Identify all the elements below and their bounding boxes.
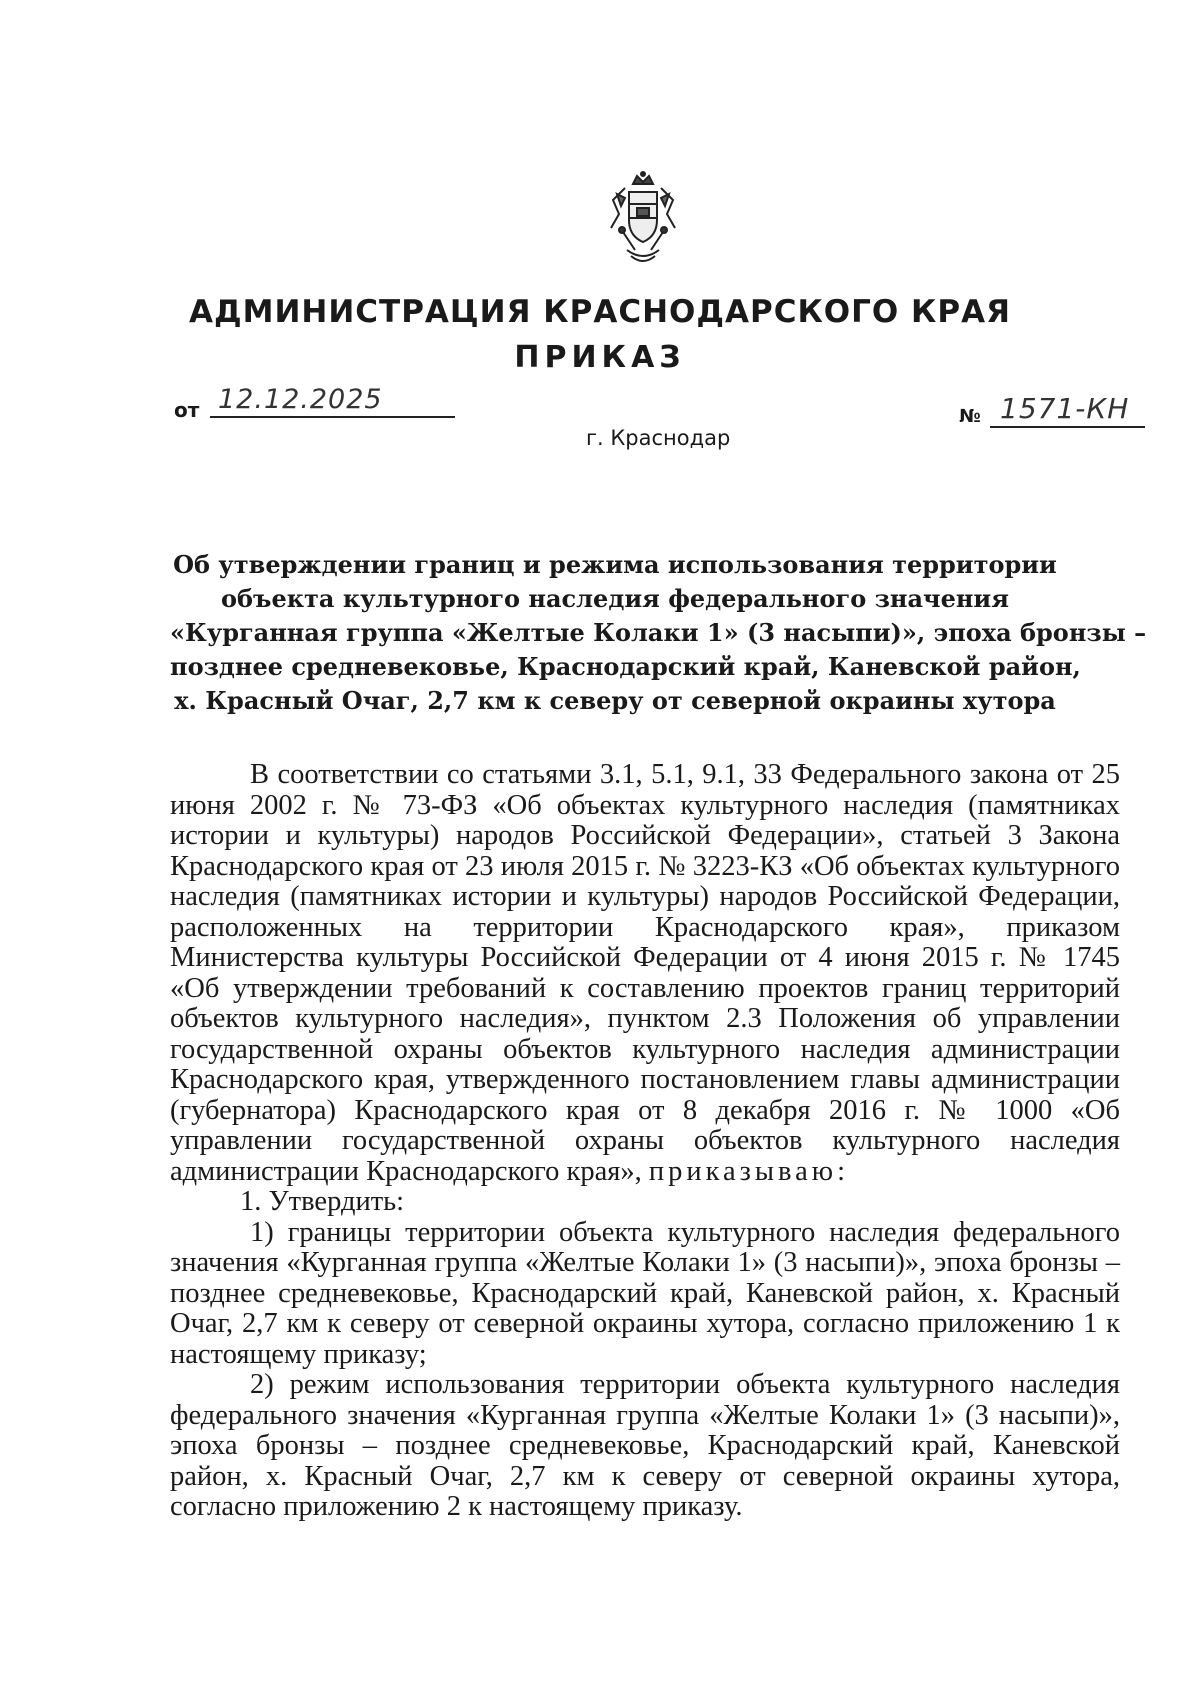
date-value: 12.12.2025 [218, 384, 383, 415]
date-label: от [174, 398, 200, 422]
item-1-2: 2) режим использования территории объекта культурного наследия федерального значения «Курганная группа «Желтые Колаки 1» (3 насыпи)», эпоха бронзы – позднее средневековье, Краснодарский край, Каневской район, х. Красный Очаг, 2,7 км к северу от северной окраины хутора, согласно приложению 2 к настоящему приказу. [170, 1369, 1120, 1522]
item-1: 1. Утвердить: [240, 1186, 405, 1217]
organization-name: АДМИНИСТРАЦИЯ КРАСНОДАРСКОГО КРАЯ [189, 294, 1011, 330]
title-line: х. Красный Очаг, 2,7 км к северу от северной окраины хутора [174, 686, 1056, 715]
item-1-1: 1) границы территории объекта культурного наследия федерального значения «Курганная группа «Желтые Колаки 1» (3 насыпи)», эпоха бронзы – позднее средневековье, Краснодарский край, Каневской район, х. Красный Очаг, 2,7 км к северу от северной окраины хутора, согласно приложению 1 к настоящему приказу; [170, 1216, 1120, 1370]
document-title [170, 548, 1147, 718]
preamble-text: В соответствии со статьями 3.1, 5.1, 9.1, 33 Федерального закона от 25 июня 2002 г. № 73-ФЗ «Об объектах культурного наследия (памятниках истории и культуры) народов Российской Федерации», статьей 3 Закона Краснодарского края от 23 июля 2015 г. № 3223-КЗ «Об объектах культурного наследия (памятниках истории и культуры) народов Российской Федерации, расположенных на территории Краснодарского края», приказом Министерства культуры Российской Федерации от 4 июня 2015 г. № 1745 «Об утверждении требований к составлению проектов границ территорий объектов культурного наследия», пунктом 2.3 Положения об управлении государственной охраны объектов культурного наследия администрации Краснодарского края, утвержденного постановлением главы администрации (губернатора) Краснодарского края от 8 декабря 2016 г. № 1000 «Об управлении государственной охраны объектов культурного наследия администрации Краснодарского края», [170, 759, 1120, 1187]
title-line: позднее средневековье, Краснодарский край, Каневской район, [170, 652, 1081, 681]
document-body [170, 760, 1120, 1523]
title-line: «Курганная группа «Желтые Колаки 1» (3 насыпи)», эпоха бронзы – [170, 618, 1147, 647]
document-type: ПРИКАЗ [514, 340, 686, 375]
preamble-paragraph [170, 760, 1120, 1187]
title-line: Об утверждении границ и режима использования территории [173, 550, 1057, 579]
city: г. Краснодар [586, 426, 731, 450]
number-underline [990, 426, 1145, 428]
krasnodar-krai-coat-of-arms-icon [603, 170, 683, 270]
title-line: объекта культурного наследия федерального значения [221, 584, 1009, 613]
date-underline [210, 416, 455, 418]
number-value: 1571-КН [1000, 392, 1130, 425]
order-verb: приказываю: [648, 1155, 849, 1187]
number-label: № [959, 406, 981, 427]
